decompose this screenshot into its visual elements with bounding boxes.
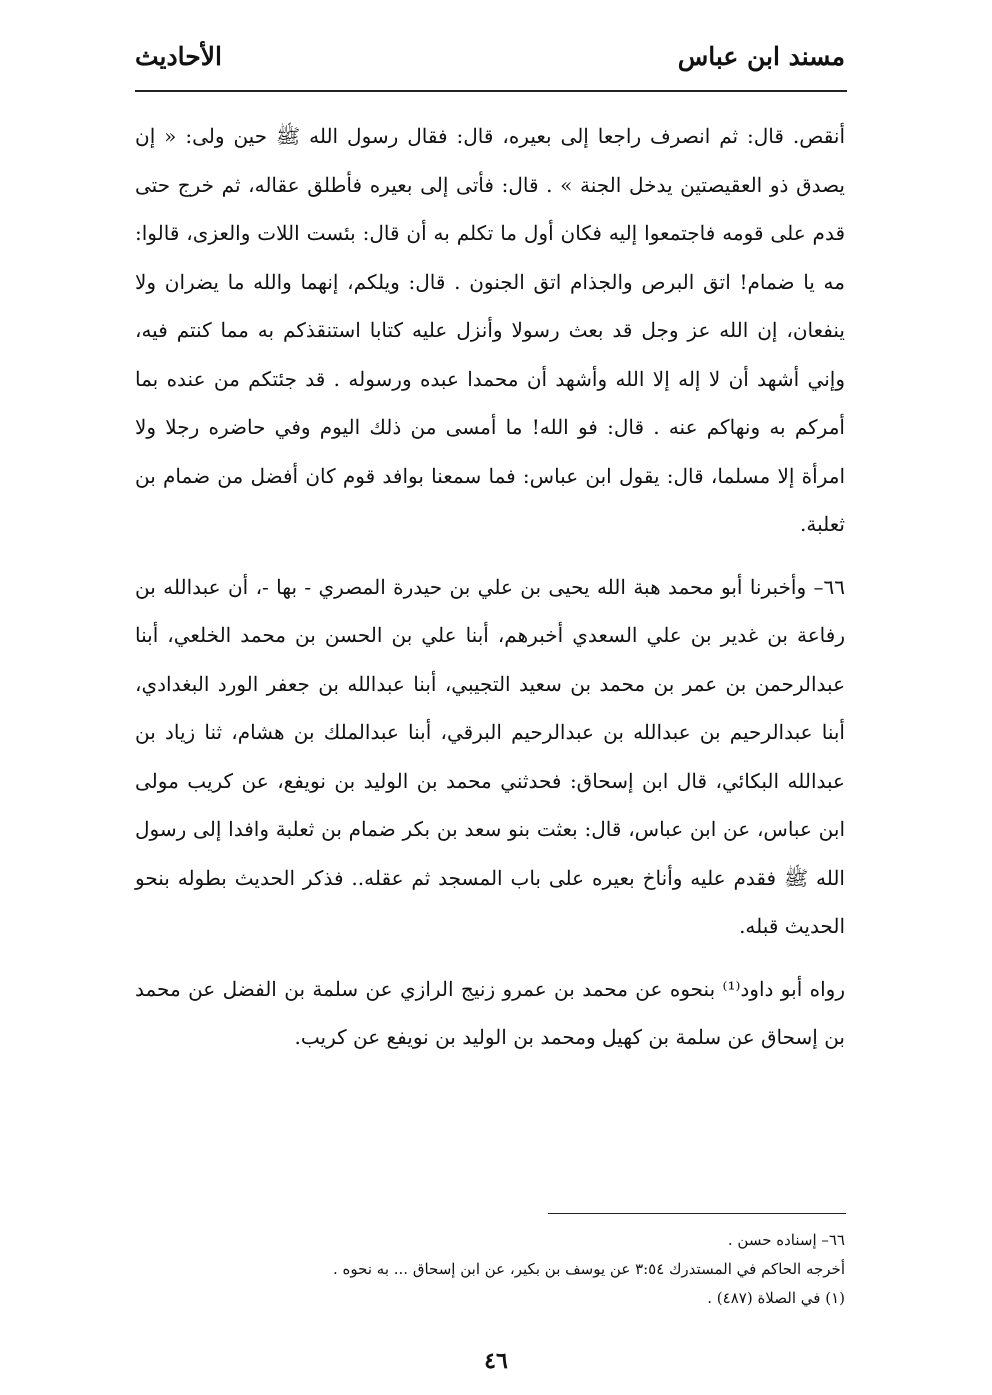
main-text xyxy=(135,112,845,1062)
footnote-line: أخرجه الحاكم في المستدرك ٣:٥٤ عن يوسف بن بكير، عن ابن إسحاق ... به نحوه . xyxy=(333,1260,845,1278)
header-divider xyxy=(135,90,847,92)
footnote-divider xyxy=(548,1213,846,1214)
footnotes xyxy=(135,1226,845,1313)
paragraph-hadith-66: ٦٦– وأخبرنا أبو محمد هبة الله يحيى بن علي بن حيدرة المصري - بها -، أن عبدالله بن رفاعة بن غدير بن علي السعدي أخبرهم، أبنا علي بن الحسن بن محمد الخلعي، أبنا عبدالرحمن بن عمر بن محمد بن سعيد التجيبي، أبنا عبدالله بن جعفر الورد البغدادي، أبنا عبدالرحيم بن عبدالله بن عبدالرحيم البرقي، أبنا عبدالملك بن هشام، ثنا زياد بن عبدالله البكائي، قال ابن إسحاق: فحدثني محمد بن الوليد بن نويفع، عن كريب مولى ابن عباس، عن ابن عباس، قال: بعثت بنو سعد بن بكر ضمام بن ثعلبة وافدا إلى رسول الله ﷺ فقدم عليه وأناخ بعيره على باب المسجد ثم عقله.. فذكر الحديث بطوله بنحو الحديث قبله. xyxy=(135,574,845,938)
footnote-line: (١) في الصلاة (٤٨٧) . xyxy=(707,1289,845,1307)
page-number: ٤٦ xyxy=(484,1348,508,1374)
running-header xyxy=(135,38,845,90)
section-title: الأحاديث xyxy=(135,42,222,71)
footnote-line: ٦٦– إسناده حسن . xyxy=(727,1231,845,1249)
paragraph-hadith-continuation: أنقص. قال: ثم انصرف راجعا إلى بعيره، قال: فقال رسول الله ﷺ حين ولى: « إن يصدق ذو العقيصتين يدخل الجنة » . قال: فأتى إلى بعيره فأطلق عقاله، ثم خرج حتى قدم على قومه فاجتمعوا إليه فكان أول ما تكلم به أن قال: بئست اللات والعزى، قالوا: مه يا ضمام! اتق البرص والجذام اتق الجنون . قال: ويلكم، إنهما والله ما يضران ولا ينفعان، إن الله عز وجل قد بعث رسولا وأنزل عليه كتابا استنقذكم به مما كنتم فيه، وإني أشهد أن لا إله إلا الله وأشهد أن محمدا عبده ورسوله . قد جئتكم من عنده بما أمركم به ونهاكم عنه . قال: فو الله! ما أمسى من ذلك اليوم وفي حاضره رجلا ولا امرأة إلا مسلما، قال: يقول ابن عباس: فما سمعنا بوافد قوم كان أفضل من ضمام بن ثعلبة. xyxy=(135,124,845,536)
paragraph-takhrij: رواه أبو داود⁽¹⁾ بنحوه عن محمد بن عمرو زنيج الرازي عن سلمة بن الفضل عن محمد بن إسحاق عن سلمة بن كهيل ومحمد بن الوليد بن نويفع عن كريب. xyxy=(135,976,845,1049)
book-title: مسند ابن عباس xyxy=(677,42,845,71)
